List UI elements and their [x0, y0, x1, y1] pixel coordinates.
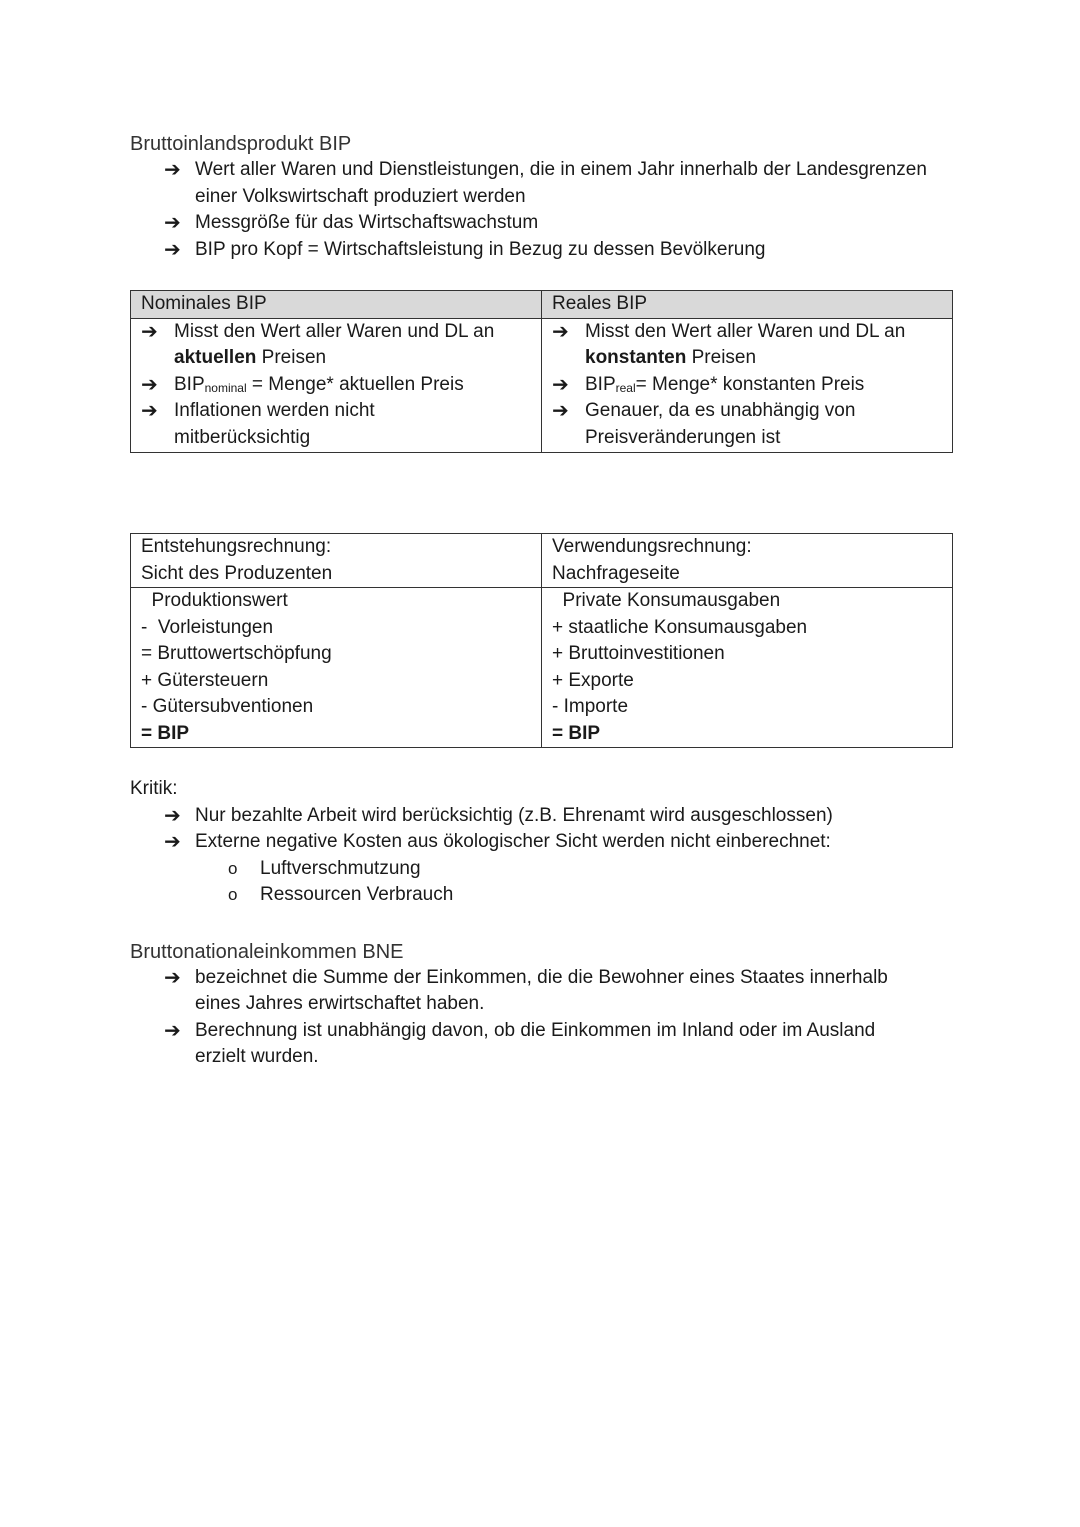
cell-verwendung — [542, 588, 953, 748]
calc-line: - Vorleistungen — [141, 616, 274, 638]
arrow-icon: ➔ — [141, 400, 158, 422]
document-page — [130, 131, 952, 1071]
bullet-point: ➔ $BIP_{nominal}$ = Menge* aktuellen Preis — [141, 372, 531, 399]
calc-line: - Gütersubventionen — [141, 696, 314, 717]
arrow-icon: ➔ — [164, 804, 181, 827]
calc-line: + Exporte — [552, 669, 634, 691]
calc-line: = Bruttowertschöpfung — [141, 643, 332, 664]
calc-line: - Importe — [552, 696, 629, 717]
bip-points — [130, 157, 952, 263]
arrow-icon: ➔ — [141, 373, 158, 396]
header-nominal: Nominales BIP — [131, 291, 542, 319]
calc-line: Private Konsumausgaben — [552, 590, 781, 611]
heading-bip: Bruttoinlandsprodukt BIP — [130, 133, 352, 155]
section-kritik — [130, 776, 952, 909]
table-row — [131, 588, 953, 748]
circle-bullet-icon: o — [228, 858, 238, 878]
heading-bne: Bruttonationaleinkommen BNE — [130, 940, 404, 963]
calc-line: + Bruttoinvestitionen — [552, 643, 725, 664]
arrow-icon: ➔ — [164, 1019, 181, 1042]
arrow-icon: ➔ — [164, 966, 181, 989]
bullet-point: ➔ bezeichnet die Summe der Einkommen, die die Bewohner eines Staates innerhalb eines Jahres erwirtschaftet haben. — [164, 966, 888, 1014]
header-entstehung: Entstehungsrechnung: Sicht des Produzenten — [131, 534, 542, 588]
bullet-point: ➔ Misst den Wert aller Waren und DL an konstanten Preisen — [552, 320, 906, 368]
section-bne — [130, 939, 952, 1071]
arrow-icon: ➔ — [552, 400, 569, 422]
bullet-point: ➔ Misst den Wert aller Waren und DL an aktuellen Preisen — [141, 320, 495, 368]
bullet-point: ➔ $BIP_{real}=$ Menge* konstanten Preis — [552, 372, 942, 399]
kritik-subpoints — [130, 856, 952, 909]
table-rechnung — [130, 533, 953, 748]
arrow-icon: ➔ — [164, 238, 181, 261]
bullet-point: ➔ Wert aller Waren und Dienstleistungen, die in einem Jahr innerhalb der Landesgrenzen einer Volkswirtschaft produziert werden — [164, 159, 927, 207]
bullet-point: ➔ Inflationen werden nicht mitberücksichtig — [141, 400, 375, 448]
sub-bullet-point: o Ressourcen Verbrauch — [228, 882, 952, 909]
table-row — [131, 318, 953, 453]
cell-real — [542, 318, 953, 453]
bullet-point: ➔ Externe negative Kosten aus ökologischer Sicht werden nicht einberechnet: — [164, 829, 952, 856]
cell-nominal — [131, 318, 542, 453]
calc-result: = BIP — [141, 722, 190, 744]
bullet-point: ➔ Genauer, da es unabhängig von Preisveränderungen ist — [552, 400, 856, 448]
sub-bullet-point: o Luftverschmutzung — [228, 856, 952, 883]
cell-entstehung — [131, 588, 542, 748]
calc-result: = BIP — [552, 722, 601, 744]
calc-line: + staatliche Konsumausgaben — [552, 616, 808, 638]
header-verwendung: Verwendungsrechnung: Nachfrageseite — [542, 534, 953, 588]
arrow-icon: ➔ — [164, 831, 181, 853]
arrow-icon: ➔ — [552, 373, 569, 396]
heading-kritik: Kritik: — [130, 778, 178, 799]
arrow-icon: ➔ — [164, 159, 181, 181]
table-header-row — [131, 291, 953, 319]
bullet-point: ➔ BIP pro Kopf = Wirtschaftsleistung in Bezug zu dessen Bevölkerung — [164, 237, 952, 264]
circle-bullet-icon: o — [228, 885, 238, 904]
section-bip — [130, 131, 952, 263]
table-nominal-real — [130, 290, 953, 453]
bullet-point: ➔ Berechnung ist unabhängig davon, ob die Einkommen im Inland oder im Ausland erzielt wurden. — [164, 1019, 876, 1067]
calc-line: + Gütersteuern — [141, 669, 269, 691]
bne-points — [130, 965, 924, 1071]
header-real: Reales BIP — [542, 291, 953, 319]
arrow-icon: ➔ — [552, 320, 569, 343]
bullet-point: ➔ Messgröße für das Wirtschaftswachstum — [164, 210, 952, 237]
arrow-icon: ➔ — [164, 212, 181, 234]
bullet-point: ➔ Nur bezahlte Arbeit wird berücksichtig (z.B. Ehrenamt wird ausgeschlossen) — [164, 803, 952, 830]
table-header-row — [131, 534, 953, 588]
arrow-icon: ➔ — [141, 320, 158, 343]
kritik-points — [130, 803, 952, 856]
calc-line: Produktionswert — [141, 590, 288, 611]
